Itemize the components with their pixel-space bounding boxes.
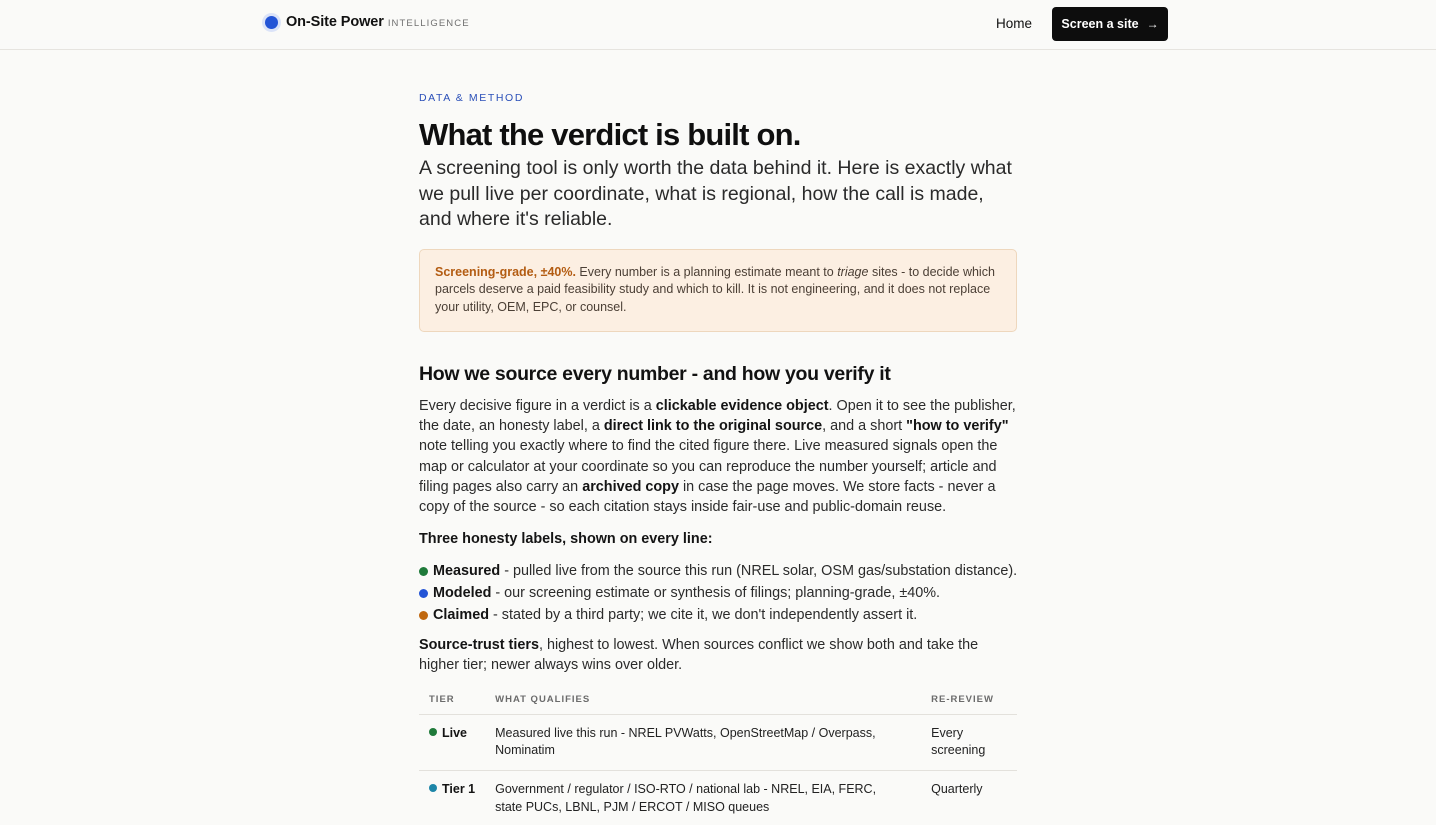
honesty-labels-heading: Three honesty labels, shown on every line: bbox=[419, 531, 713, 548]
list-item bbox=[419, 582, 1017, 604]
label-text: - our screening estimate or synthesis of filings; planning-grade, ±40%. bbox=[495, 585, 941, 602]
arrow-right-icon: → bbox=[1146, 17, 1159, 31]
brand-dot-icon bbox=[265, 16, 278, 29]
para-text: . Open it to see the publisher, the date, an honesty label, a bbox=[419, 397, 1016, 435]
measured-dot-icon bbox=[419, 567, 428, 576]
modeled-dot-icon bbox=[419, 589, 428, 598]
label-name: Modeled bbox=[433, 585, 492, 602]
para-text: Every decisive figure in a verdict is a bbox=[419, 397, 656, 414]
source-trust-paragraph bbox=[419, 635, 1017, 675]
page-lead: A screening tool is only worth the data behind it. Here is exactly what we pull live per coordinate, what is regional, how the call is made, and where it's reliable. bbox=[419, 157, 1012, 230]
brand-name: On-Site Power bbox=[286, 14, 384, 30]
tier-cell bbox=[419, 714, 485, 771]
callout-text-2: sites - to decide which parcels deserve a paid feasibility study and which to kill. It is not engineering, and it does not replace your utility, OEM, EPC, or counsel. bbox=[435, 264, 995, 315]
sourcing-paragraph bbox=[419, 396, 1017, 517]
claimed-dot-icon bbox=[419, 611, 428, 620]
tier-name: Tier 1 bbox=[442, 782, 476, 797]
label-name: Claimed bbox=[433, 607, 489, 624]
column-header-review: RE-REVIEW bbox=[921, 694, 1017, 715]
para-bold-direct-link: direct link to the original source bbox=[603, 418, 823, 435]
brand-logo[interactable] bbox=[265, 14, 470, 30]
callout-strong: Screening-grade, ±40%. bbox=[435, 264, 576, 279]
review-cell: Every screening bbox=[921, 714, 1017, 771]
para-text: note telling you exactly where to find the cited figure there. Live measured signals open the map or calculator at your coordinate so you can reproduce the number yourself; article and filing pages also carry an bbox=[419, 438, 998, 495]
label-text: - stated by a third party; we cite it, we don't independently assert it. bbox=[492, 607, 918, 624]
column-header-qualifies: WHAT QUALIFIES bbox=[485, 694, 921, 715]
qualifies-cell: Measured live this run - NREL PVWatts, OpenStreetMap / Overpass, Nominatim bbox=[485, 714, 921, 771]
tier1-dot-icon bbox=[429, 784, 437, 792]
source-trust-bold: Source-trust tiers bbox=[419, 637, 539, 654]
tier-name: Live bbox=[442, 725, 468, 740]
honesty-labels-list bbox=[419, 560, 1017, 626]
para-bold-clickable-evidence: clickable evidence object bbox=[655, 397, 829, 414]
label-text: - pulled live from the source this run (NREL solar, OSM gas/substation distance). bbox=[504, 563, 1018, 580]
source-tier-table bbox=[419, 694, 1017, 825]
callout-emphasis: triage bbox=[837, 264, 869, 279]
list-item bbox=[419, 560, 1017, 582]
para-text: in case the page moves. We store facts - never a copy of the source - so each citation stays inside fair-use and public-domain reuse. bbox=[419, 478, 996, 515]
column-header-tier: TIER bbox=[419, 694, 485, 715]
screening-grade-callout bbox=[419, 249, 1017, 332]
source-trust-text: , highest to lowest. When sources conflict we show both and take the higher tier; newer always wins over older. bbox=[419, 637, 979, 674]
label-name: Measured bbox=[433, 563, 501, 580]
nav-home-link[interactable]: Home bbox=[996, 16, 1033, 31]
table-header-row bbox=[419, 694, 1017, 715]
qualifies-cell: Government / regulator / ISO-RTO / national lab - NREL, EIA, FERC, state PUCs, LBNL, PJM / ERCOT / MISO queues bbox=[485, 771, 921, 825]
list-item bbox=[419, 604, 1017, 626]
screen-a-site-button[interactable] bbox=[1052, 7, 1168, 41]
table-row bbox=[419, 771, 1017, 825]
screen-a-site-label: Screen a site bbox=[1061, 17, 1139, 31]
brand-subtitle: INTELLIGENCE bbox=[387, 18, 470, 29]
para-text: , and a short bbox=[822, 418, 907, 435]
review-cell: Quarterly bbox=[921, 771, 1017, 825]
para-bold-how-to-verify: "how to verify" bbox=[906, 418, 1009, 435]
main-content bbox=[419, 92, 1017, 825]
sourcing-heading: How we source every number - and how you verify it bbox=[419, 362, 891, 385]
live-dot-icon bbox=[429, 728, 437, 736]
top-navigation-bar bbox=[0, 0, 1436, 50]
para-bold-archived-copy: archived copy bbox=[582, 478, 679, 495]
page-title: What the verdict is built on. bbox=[419, 117, 801, 152]
section-eyebrow: DATA & METHOD bbox=[419, 92, 524, 104]
tier-cell bbox=[419, 771, 485, 825]
callout-text-1: Every number is a planning estimate meant to bbox=[575, 264, 838, 279]
table-row bbox=[419, 714, 1017, 771]
